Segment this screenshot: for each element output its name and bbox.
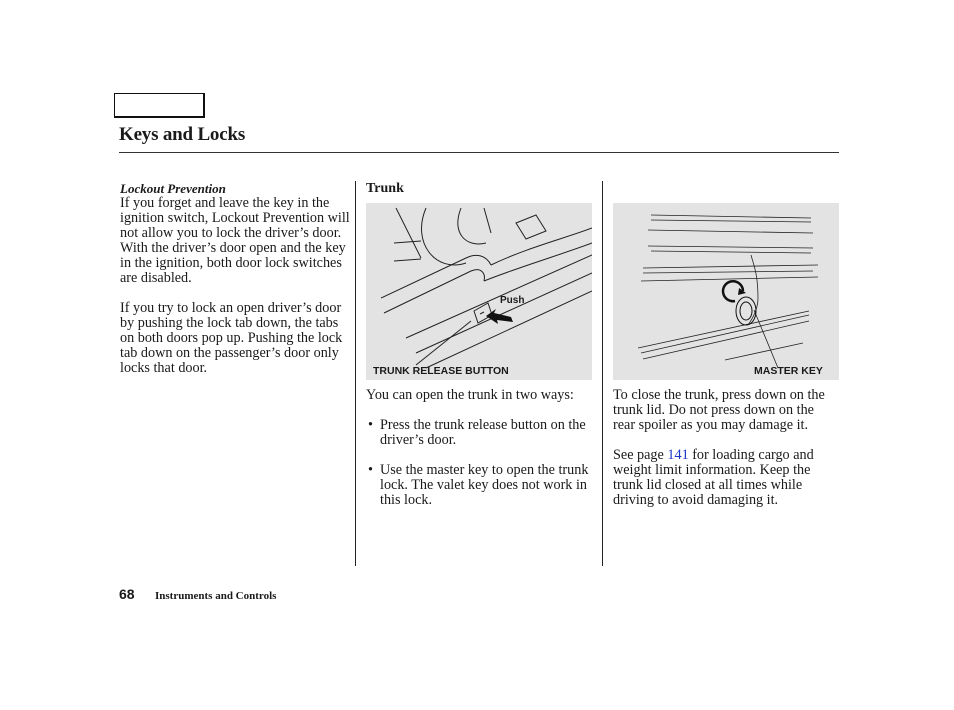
section-tab-box — [114, 93, 205, 118]
column-2-text — [366, 388, 594, 523]
list-item-text: Press the trunk release button on the driver’s door. — [380, 417, 586, 448]
trunk-release-caption: TRUNK RELEASE BUTTON — [373, 365, 509, 377]
master-key-illustration — [613, 203, 839, 380]
column-divider-2 — [602, 181, 603, 566]
page-number: 68 — [119, 586, 135, 602]
master-key-figure — [613, 203, 839, 380]
page-title: Keys and Locks — [119, 124, 246, 145]
cargo-text-after: for loading cargo and weight limit information. Keep the trunk lid closed at all times while driving to avoid damaging it. — [613, 447, 814, 508]
trunk-heading: Trunk — [366, 181, 404, 196]
trunk-intro: You can open the trunk in two ways: — [366, 387, 574, 403]
list-item-text: Use the master key to open the trunk lock. The valet key does not work in this lock. — [380, 462, 589, 508]
push-callout: Push — [500, 295, 525, 306]
cargo-paragraph — [613, 448, 839, 508]
master-key-caption: MASTER KEY — [754, 365, 823, 377]
trunk-options-list — [366, 418, 594, 508]
close-trunk-paragraph: To close the trunk, press down on the trunk lid. Do not press down on the rear spoiler as you may damage it. — [613, 387, 825, 433]
lockout-paragraph-2: If you try to lock an open driver’s door by pushing the lock tab down, the tabs on both doors pop up. Pushing the lock tab down on the passenger’s door only locks that door. — [120, 300, 343, 376]
trunk-release-figure — [366, 203, 592, 380]
column-3-text — [613, 388, 839, 508]
cargo-text-before: See page — [613, 447, 668, 463]
title-rule — [119, 152, 839, 153]
list-item: • Use the master key to open the trunk lock. The valet key does not work in this lock. — [368, 462, 589, 508]
page-141-link[interactable]: 141 — [667, 447, 689, 463]
column-divider-1 — [355, 181, 356, 566]
list-item: • Press the trunk release button on the driver’s door. — [368, 417, 586, 448]
lockout-paragraph-1: If you forget and leave the key in the ignition switch, Lockout Prevention will not allow you to lock the driver’s door. With the driver’s door open and the key in the ignition, both door lock switches are disabled. — [120, 195, 350, 286]
lockout-prevention-heading: Lockout Prevention — [120, 181, 226, 196]
column-1-text — [120, 196, 352, 376]
trunk-release-illustration — [366, 203, 592, 380]
footer-section-title: Instruments and Controls — [155, 590, 277, 602]
